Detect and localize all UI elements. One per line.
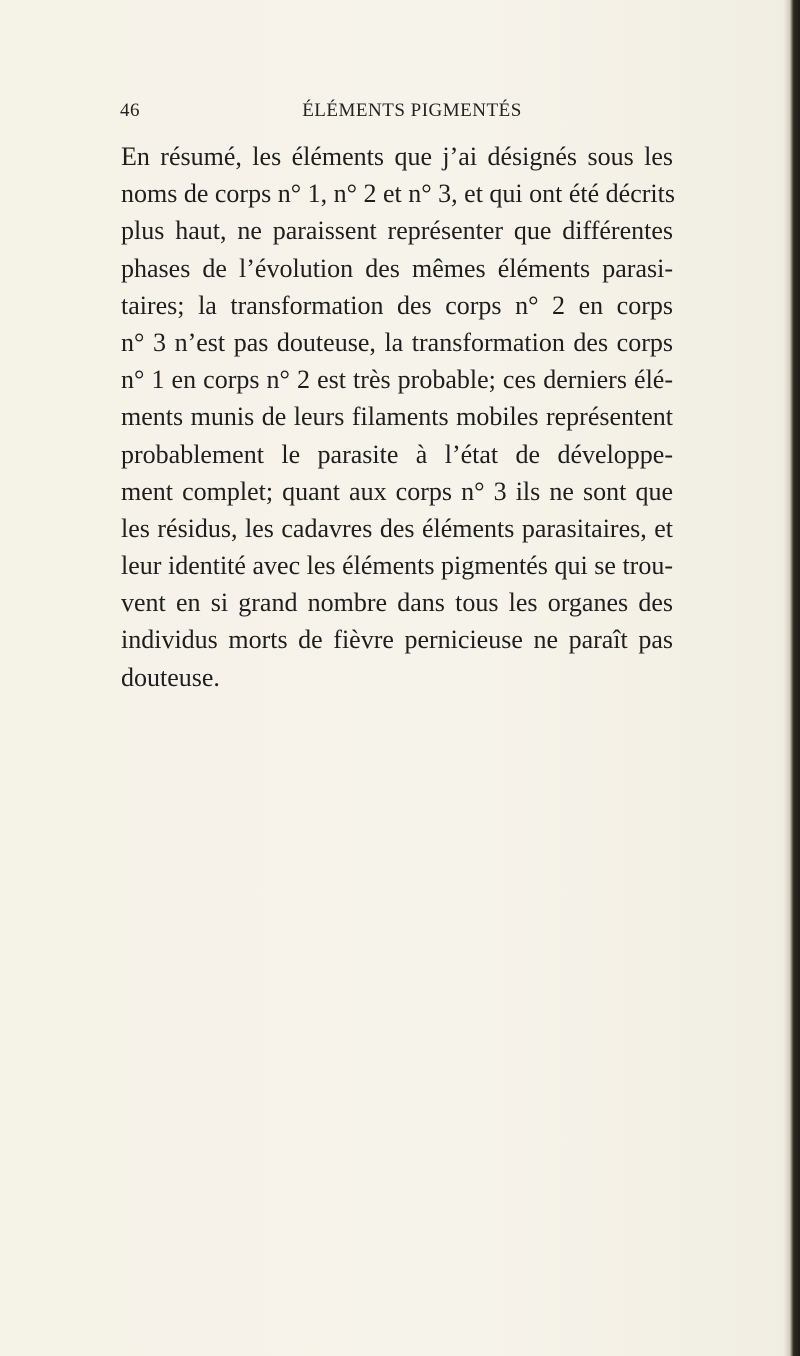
running-title: ÉLÉMENTS PIGMENTÉS: [302, 100, 522, 121]
text-line: vent en si grand nombre dans tous les organes des: [121, 588, 673, 618]
text-line: n° 3 n’est pas douteuse, la transformation des corps: [121, 327, 673, 357]
text-line: ment complet; quant aux corps n° 3 ils ne sont que: [121, 476, 673, 506]
page-number: 46: [120, 100, 140, 121]
text-line: En résumé, les éléments que j’ai désignés sous les: [121, 142, 673, 171]
text-line: individus morts de fièvre pernicieuse ne paraît pas: [121, 625, 673, 655]
text-line: n° 1 en corps n° 2 est très probable; ces derniers élé-: [121, 365, 673, 395]
book-binding-edge: [790, 0, 800, 1356]
text-line: taires; la transformation des corps n° 2 en corps: [121, 290, 673, 320]
text-line: ments munis de leurs filaments mobiles représentent: [121, 402, 673, 432]
text-line: leur identité avec les éléments pigmentés qui se trou-: [121, 551, 673, 581]
text-line: phases de l’évolution des mêmes éléments parasi-: [121, 253, 673, 283]
text-line: douteuse.: [121, 662, 220, 692]
text-line: probablement le parasite à l’état de développe-: [121, 439, 673, 469]
text-line: les résidus, les cadavres des éléments parasitaires, et: [121, 513, 673, 543]
running-header: [120, 100, 680, 128]
text-line: plus haut, ne paraissent représenter que différentes: [121, 216, 673, 246]
text-line: noms de corps n° 1, n° 2 et n° 3, et qui ont été décrits: [121, 179, 675, 209]
paragraph: [121, 138, 673, 696]
